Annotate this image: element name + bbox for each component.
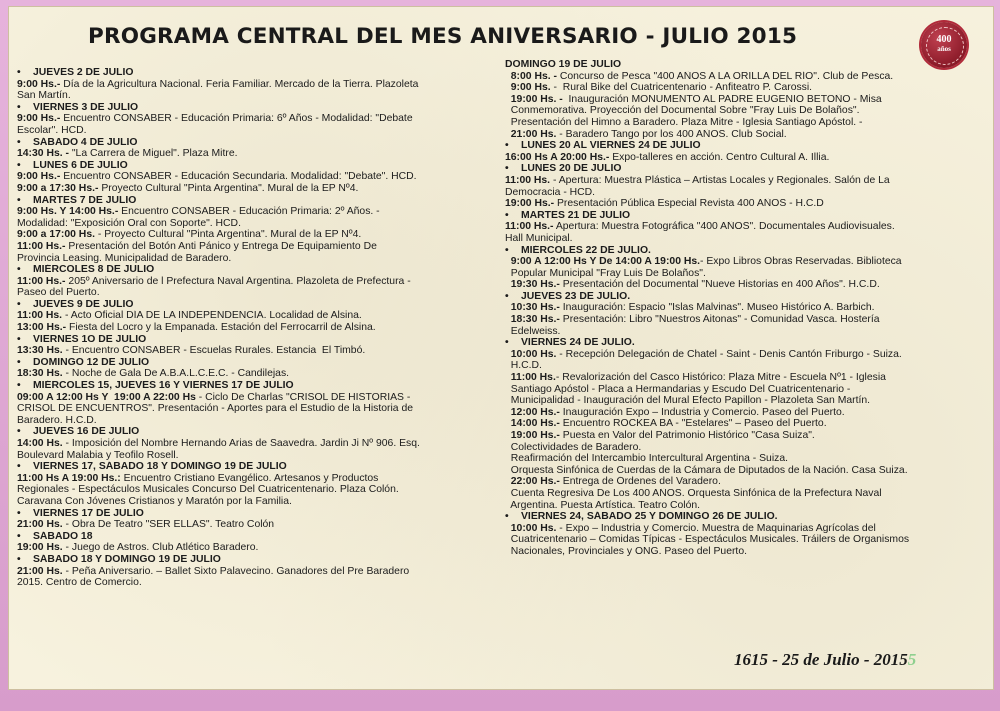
event-line xyxy=(505,175,985,187)
event-time: 19:00 Hs. - xyxy=(505,93,563,105)
day-heading xyxy=(505,245,985,257)
event-time: 14:00 Hs.- xyxy=(505,418,560,430)
event-description: 2015. Centro de Comercio. xyxy=(17,577,142,589)
footer-date: 1615 - 25 de Julio - 20155 xyxy=(734,650,917,669)
event-line xyxy=(17,113,495,125)
event-time: 18:30 Hs. xyxy=(17,368,63,380)
event-time: 11:00 Hs. xyxy=(17,310,63,322)
event-line xyxy=(505,534,985,546)
event-description: Caravana Con Jóvenes Cristianos y Maratón por la Familia. xyxy=(17,495,292,507)
event-description: H.C.D. xyxy=(505,360,542,372)
event-line xyxy=(17,566,495,578)
day-heading xyxy=(17,426,495,438)
event-line xyxy=(17,484,495,496)
event-line xyxy=(505,129,985,141)
day-heading xyxy=(17,264,495,276)
bullet-icon: • xyxy=(17,356,21,368)
day-heading xyxy=(505,59,985,71)
day-heading xyxy=(17,160,495,172)
event-time: 10:00 Hs. xyxy=(505,522,557,534)
event-line xyxy=(17,368,495,380)
event-description: Conmemorativa. Proyección del Documental Sobre "Fray Luis De Bolaños". xyxy=(505,105,860,117)
event-description: - Apertura: Muestra Plástica – Artistas Locales y Regionales. Salón de La xyxy=(550,174,890,186)
event-time: 19:00 Hs.- xyxy=(505,198,555,210)
event-line xyxy=(505,268,985,280)
event-line xyxy=(17,542,495,554)
event-line xyxy=(17,519,495,531)
event-description: Regionales - Espectáculos Musicales Concurso Del Cuatricentenario. Plaza Colón. xyxy=(17,484,399,496)
day-heading xyxy=(17,357,495,369)
day-heading-text: VIERNES 1O DE JULIO xyxy=(33,333,147,345)
event-description: Puesta en Valor del Patrimonio Histórico "Casa Suiza". xyxy=(559,430,815,441)
event-time: 14:30 Hs. - xyxy=(17,148,69,160)
bullet-icon: • xyxy=(17,333,21,345)
event-line xyxy=(17,438,495,450)
event-description: Presentación del Himno a Baradero. Plaza Mitre - Iglesia Santiago Apóstol. - xyxy=(505,116,863,128)
event-description: Encuentro ROCKEA BA - "Estelares" – Paseo del Puerto. xyxy=(559,418,827,430)
event-description: Encuentro CONSABER - Educación Primaria: 6º Años - Modalidad: "Debate xyxy=(60,113,413,125)
event-line xyxy=(505,221,985,233)
event-description: Concurso de Pesca "400 AÑOS A LA ORILLA DEL RÍO". Club de Pesca. xyxy=(556,70,894,82)
event-line xyxy=(505,395,985,407)
event-description: Inauguración MONUMENTO AL PADRE EUGENIO BETOÑO - Misa xyxy=(562,93,882,105)
day-heading-text: JUEVES 16 DE JULIO xyxy=(33,426,140,438)
event-description: Inauguración: Espacio "Islas Malvinas". Museo Histórico A. Barbich. xyxy=(559,302,875,314)
event-description: Inauguración Expo – Industria y Comercio. Paseo del Puerto. xyxy=(559,406,845,418)
day-heading xyxy=(17,531,495,543)
day-heading-text: SÁBADO 18 Y DOMINGO 19 DE JULIO xyxy=(33,553,221,565)
event-description: Cuenta Regresiva De Los 400 AÑOS. Orquesta Sinfónica de la Prefectura Naval xyxy=(505,487,882,499)
day-heading xyxy=(505,511,985,523)
bullet-icon: • xyxy=(505,163,509,175)
event-line xyxy=(505,302,985,314)
event-time: 12:00 Hs.- xyxy=(505,406,560,418)
event-time: 16:00 Hs A 20:00 Hs.- xyxy=(505,151,610,163)
bullet-icon: • xyxy=(17,553,21,565)
event-line xyxy=(505,384,985,396)
event-description: - Ciclo De Charlas "CRISOL DE HISTORIAS - xyxy=(195,391,411,403)
event-line xyxy=(17,577,495,589)
event-line xyxy=(505,442,985,454)
day-heading xyxy=(17,137,495,149)
event-description: Santiago Apóstol - Placa a Hermandarias y Escudo Del Cuatricentenario - xyxy=(505,383,851,395)
bullet-icon: • xyxy=(17,530,21,542)
event-line xyxy=(505,71,985,83)
event-description: Encuentro CONSABER - Educación Secundaria. Modalidad: "Debate". HCD. xyxy=(60,171,417,183)
day-heading-text: SÁBADO 4 DE JULIO xyxy=(33,136,138,148)
bullet-icon: • xyxy=(17,67,21,78)
day-heading-text: VIERNES 17, SÁBADO 18 Y DOMINGO 19 DE JULIO xyxy=(33,461,287,473)
day-heading-text: DOMINGO 19 DE JULIO xyxy=(505,59,622,70)
event-line xyxy=(505,279,985,291)
event-time: 11:00 Hs. xyxy=(505,174,551,186)
day-heading xyxy=(17,334,495,346)
event-description: - Imposición del Nombre Hernando Arias de Saavedra. Jardin Ji Nº 906. Esq. xyxy=(62,438,420,449)
event-line xyxy=(17,276,495,288)
bullet-icon: • xyxy=(17,461,21,473)
event-description: - Revalorización del Casco Histórico: Plaza Mitre - Escuela Nº1 - Iglesia xyxy=(555,372,886,384)
event-line xyxy=(505,82,985,94)
page-title: PROGRAMA CENTRAL DEL MES ANIVERSARIO - JULIO 2015 xyxy=(88,24,798,49)
bullet-icon: • xyxy=(505,337,509,349)
event-description: Fiesta del Locro y la Empanada. Estación del Ferrocarril de Alsina. xyxy=(66,322,376,334)
day-heading-text: MIÉRCOLES 15, JUEVES 16 Y VIERNES 17 DE JULIO xyxy=(33,380,294,392)
bullet-icon: • xyxy=(505,244,509,256)
day-heading-text: MIÉRCOLES 8 DE JULIO xyxy=(33,264,155,276)
bullet-icon: • xyxy=(17,298,21,310)
event-description: Presentación Pública Especial Revista 400 AÑOS - H.C.D xyxy=(554,198,824,210)
event-time: 19:00 Hs.- xyxy=(505,430,560,441)
bullet-icon: • xyxy=(505,290,509,302)
day-heading-text: LUNES 20 DE JULIO xyxy=(521,163,622,175)
day-heading-text: DOMINGO 12 DE JULIO xyxy=(33,356,150,368)
event-line xyxy=(17,310,495,322)
event-time: 13:30 Hs. xyxy=(17,345,63,357)
event-line xyxy=(17,79,495,91)
bullet-icon: • xyxy=(17,101,21,113)
event-description: Encuentro CONSABER - Educación Primaria: 2º Años. - xyxy=(118,206,380,218)
day-heading-text: VIERNES 24, SÁBADO 25 Y DOMINGO 26 DE JULIO. xyxy=(521,511,778,523)
event-line xyxy=(17,218,495,230)
day-heading xyxy=(505,337,985,349)
event-time: 10:00 Hs. xyxy=(505,348,557,360)
bullet-icon: • xyxy=(17,194,21,206)
event-description: San Martín. xyxy=(17,90,71,102)
day-heading-text: MARTES 7 DE JULIO xyxy=(33,194,137,206)
event-line xyxy=(17,125,495,137)
event-time: 14:00 Hs. xyxy=(17,438,63,449)
event-line xyxy=(505,256,985,268)
event-description: - Juego de Astros. Club Atlético Baradero. xyxy=(62,542,259,554)
day-heading xyxy=(505,291,985,303)
event-description: - Expo – Industria y Comercio. Muestra de Maquinarias Agrícolas del xyxy=(556,522,876,534)
event-description: Encuentro Cristiano Evangélico. Artesanos y Productos xyxy=(120,472,379,484)
event-description: Boulevard Malabia y Teofilo Rosell. xyxy=(17,449,179,461)
event-time: 9:00 Hs.- xyxy=(17,78,61,90)
event-time: 9:00 Hs.- xyxy=(17,171,61,183)
event-description: Presentación: Libro "Nuestros Aitonas" - Comunidad Vasca. Hostería xyxy=(559,314,880,326)
event-line xyxy=(505,360,985,372)
event-line xyxy=(505,198,985,210)
event-line xyxy=(17,90,495,102)
event-line xyxy=(17,229,495,241)
event-time: 10:30 Hs.- xyxy=(505,302,560,314)
event-time: 09:00 A 12:00 Hs Y 19:00 A 22:00 Hs xyxy=(17,391,196,403)
event-time: 9:00 Hs.- xyxy=(17,113,61,125)
event-line xyxy=(505,523,985,535)
event-description: Argentina. Puesta Artística. Teatro Colón. xyxy=(505,499,701,511)
event-description: Popular Municipal "Fray Luis De Bolaños". xyxy=(505,267,706,279)
day-heading-text: SÁBADO 18 xyxy=(33,530,93,542)
event-line xyxy=(505,233,985,245)
event-time: 13:00 Hs.- xyxy=(17,322,67,334)
event-description: Edelweiss. xyxy=(505,325,561,337)
event-line xyxy=(17,450,495,462)
day-heading xyxy=(17,380,495,392)
day-heading xyxy=(17,508,495,520)
event-line xyxy=(17,171,495,183)
event-line xyxy=(505,453,985,465)
event-time: 9:00 Hs. Y 14:00 Hs.- xyxy=(17,206,119,218)
event-time: 8:00 Hs. - xyxy=(505,70,557,82)
day-heading-text: VIERNES 24 DE JULIO. xyxy=(521,337,635,349)
right-schedule-column xyxy=(505,59,985,558)
bullet-icon: • xyxy=(505,511,509,523)
event-description: Entrega de Órdenes del Varadero. xyxy=(559,476,721,488)
day-heading xyxy=(17,554,495,566)
bullet-icon: • xyxy=(17,136,21,148)
event-description: - Proyecto Cultural "Pinta Argentina". Mural de la EP Nº4. xyxy=(94,229,362,241)
event-line xyxy=(505,418,985,430)
day-heading xyxy=(17,195,495,207)
event-description: Municipalidad - Inauguración del Mural Efecto Papillon - Plazoleta San Martín. xyxy=(505,395,871,407)
event-line xyxy=(505,546,985,558)
day-heading-text: LUNES 20 AL VIERNES 24 DE JULIO xyxy=(521,140,701,152)
event-time: 11:00 Hs.- xyxy=(505,221,554,233)
bullet-icon: • xyxy=(17,507,21,519)
event-time: 11:00 Hs A 19:00 Hs.: xyxy=(17,472,121,484)
event-description: Democracia - HCD. xyxy=(505,186,596,198)
event-line xyxy=(17,206,495,218)
event-description: - Expo Libros Obras Reservadas. Biblioteca xyxy=(700,256,902,268)
day-heading xyxy=(17,461,495,473)
event-line xyxy=(17,496,495,508)
event-description: Paseo del Puerto. xyxy=(17,287,100,299)
event-line xyxy=(17,473,495,485)
event-description: Modalidad: "Exposición Oral con Soporte". HCD. xyxy=(17,217,241,229)
event-description: Presentación del Documental "Nueve Historias en 400 Años". H.C.D. xyxy=(559,279,880,291)
event-description: CRISOL DE ENCUENTROS". Presentación - Aportes para el Estudio de la Historia de xyxy=(17,403,414,415)
day-heading-text: LUNES 6 DE JULIO xyxy=(33,159,128,171)
event-description: Día de la Agricultura Nacional. Feria Familiar. Mercado de la Tierra. Plazoleta xyxy=(60,78,419,90)
event-time: 11:00 Hs.- xyxy=(17,240,66,252)
event-description: - Encuentro CONSABER - Escuelas Rurales. Estancia El Timbó. xyxy=(62,345,366,357)
event-line xyxy=(505,117,985,129)
event-line xyxy=(505,430,985,442)
bullet-icon: • xyxy=(17,264,21,276)
day-heading xyxy=(505,210,985,222)
event-line xyxy=(505,407,985,419)
event-time: 9:00 A 12:00 Hs Y De 14:00 A 19:00 Hs. xyxy=(505,256,701,268)
day-heading xyxy=(505,163,985,175)
event-description: Colectividades de Baradero. xyxy=(505,441,642,453)
event-time: 22:00 Hs.- xyxy=(505,476,560,488)
event-description: Baradero. H.C.D. xyxy=(17,414,97,426)
event-line xyxy=(17,241,495,253)
event-line xyxy=(17,392,495,404)
event-line xyxy=(17,403,495,415)
left-schedule-column xyxy=(17,67,495,589)
event-line xyxy=(505,314,985,326)
event-description: - Recepción Delegación de Chatel - Saint - Denis Cantón Friburgo - Suiza. xyxy=(556,348,902,360)
event-time: 19:00 Hs. xyxy=(17,542,63,554)
event-line xyxy=(17,287,495,299)
bullet-icon: • xyxy=(17,426,21,438)
event-description: - Rural Bike del Cuatricentenario - Anfiteatro P. Carossi. xyxy=(550,82,813,94)
event-line xyxy=(17,148,495,160)
event-description: - Peña Aniversario. – Ballet Sixto Palavecino. Ganadores del Pre Baradero xyxy=(62,565,410,577)
event-time: 11:00 Hs.- xyxy=(17,275,66,287)
event-line xyxy=(505,372,985,384)
event-line xyxy=(505,500,985,512)
event-description: - Baradero Tango por los 400 AÑOS. Club Social. xyxy=(556,128,787,140)
event-description: Hall Municipal. xyxy=(505,232,573,244)
bullet-icon: • xyxy=(505,209,509,221)
event-time: 11:00 Hs. xyxy=(505,372,556,384)
event-description: - Obra De Teatro "SER ELLAS". Teatro Colón xyxy=(62,519,275,531)
event-line xyxy=(505,349,985,361)
event-description: Nacionales, Provinciales y ONG. Paseo del Puerto. xyxy=(505,545,747,557)
day-heading-text: VIERNES 17 DE JULIO xyxy=(33,507,144,519)
day-heading-text: JUEVES 2 DE JULIO xyxy=(33,67,134,78)
event-line xyxy=(17,253,495,265)
event-line xyxy=(505,105,985,117)
event-line xyxy=(505,187,985,199)
event-description: - Acto Oficial DÍA DE LA INDEPENDENCIA. Localidad de Alsina. xyxy=(62,310,362,322)
day-heading-text: MARTES 21 DE JULIO xyxy=(521,209,631,221)
bullet-icon: • xyxy=(17,380,21,392)
day-heading xyxy=(17,67,495,79)
event-description: Provincia Leasing. Municipalidad de Baradero. xyxy=(17,252,232,264)
event-time: 21:00 Hs. xyxy=(505,128,557,140)
event-description: Cuatricentenario – Comidas Típicas - Espectáculos Musicales. Tráilers de Organismos xyxy=(505,534,910,546)
event-line xyxy=(505,488,985,500)
event-description: Apertura: Muestra Fotográfica "400 AÑOS". Documentales Audiovisuales. xyxy=(553,221,895,233)
day-heading xyxy=(505,140,985,152)
event-line xyxy=(505,476,985,488)
event-time: 9:00 a 17:00 Hs. xyxy=(17,229,95,241)
event-line xyxy=(17,345,495,357)
event-time: 9:00 Hs. xyxy=(505,82,551,94)
bullet-icon: • xyxy=(505,140,509,152)
event-description: Presentación del Botón Anti Pánico y Entrega De Equipamiento De xyxy=(65,240,377,252)
seal-label: 400 años xyxy=(936,34,952,53)
event-description: Reafirmación del Intercambio Intercultural Argentina - Suiza. xyxy=(505,453,788,465)
event-time: 21:00 Hs. xyxy=(17,519,63,531)
event-line xyxy=(505,94,985,106)
event-line xyxy=(17,322,495,334)
event-description: - Noche de Gala De A.B.A.L.C.E.C. - Candilejas. xyxy=(62,368,290,380)
event-line xyxy=(17,415,495,427)
day-heading-text: MIÉRCOLES 22 DE JULIO. xyxy=(521,244,651,256)
day-heading xyxy=(17,299,495,311)
event-line xyxy=(17,183,495,195)
event-description: 205º Aniversario de l Prefectura Naval Argentina. Plazoleta de Prefectura - xyxy=(65,275,411,287)
day-heading xyxy=(17,102,495,114)
event-time: 18:30 Hs.- xyxy=(505,314,560,326)
event-description: Escolar". HCD. xyxy=(17,124,87,136)
event-time: 19:30 Hs.- xyxy=(505,279,560,291)
day-heading-text: VIERNES 3 DE JULIO xyxy=(33,101,139,113)
event-description: Proyecto Cultural "Pinta Argentina". Mural de la EP Nº4. xyxy=(98,182,359,194)
event-time: 21:00 Hs. xyxy=(17,565,63,577)
event-line xyxy=(505,326,985,338)
event-time: 9:00 a 17:30 Hs.- xyxy=(17,182,99,194)
event-description: "La Carrera de Miguel". Plaza Mitre. xyxy=(68,148,238,160)
event-description: Orquesta Sinfónica de Cuerdas de la Cámara de Diputados de la Nación. Casa Suiza. xyxy=(505,464,908,476)
event-line xyxy=(505,152,985,164)
event-description: Expo-talleres en acción. Centro Cultural A. Illia. xyxy=(609,151,830,163)
day-heading-text: JUEVES 23 DE JULIO. xyxy=(521,290,631,302)
day-heading-text: JUEVES 9 DE JULIO xyxy=(33,298,134,310)
bullet-icon: • xyxy=(17,159,21,171)
event-line xyxy=(505,465,985,477)
